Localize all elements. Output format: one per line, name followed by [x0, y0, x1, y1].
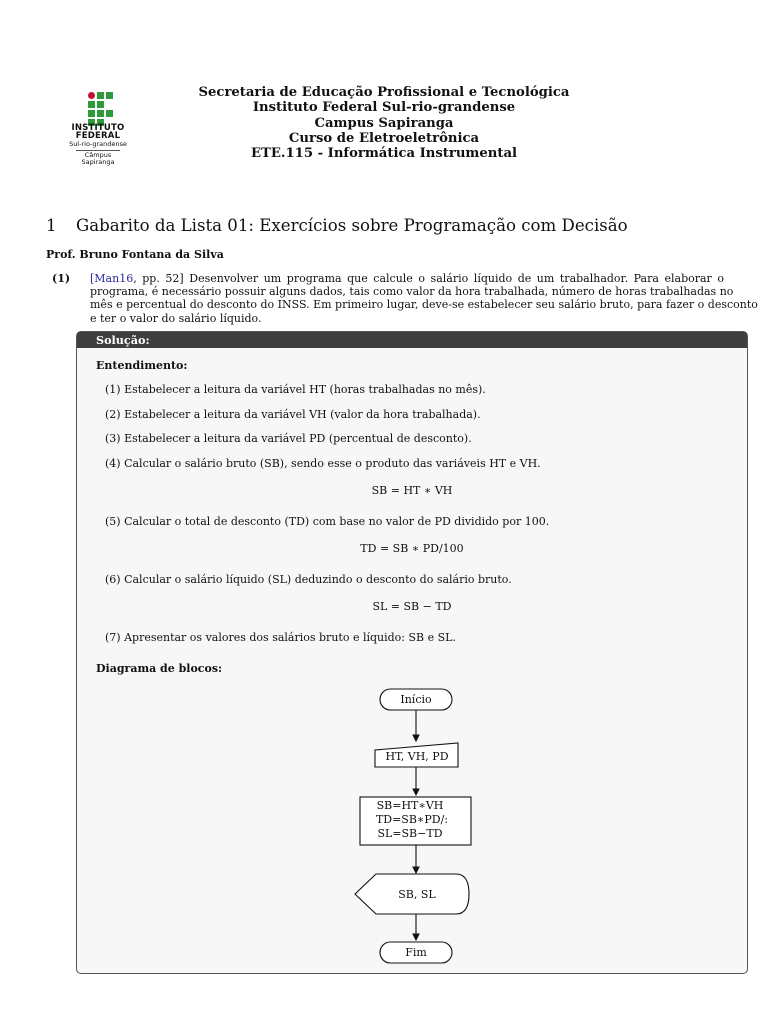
- flow-start-label: Início: [400, 693, 432, 706]
- flow-end-label: Fim: [405, 946, 427, 959]
- section-title: Gabarito da Lista 01: Exercícios sobre Programação com Decisão: [76, 216, 628, 235]
- statement-line: mês e percentual do desconto do INSS. Em primeiro lugar, deve-se estabelecer seu salário bruto, para fazer o desconto: [90, 298, 758, 312]
- statement-text: Desenvolver um programa que calcule o salário líquido de um trabalhador. Para elaborar o: [183, 272, 724, 285]
- exercise-number: (1): [52, 272, 71, 285]
- logo-region: Sul-rio-grandense: [69, 140, 127, 148]
- step-item: (3) Estabelecer a leitura da variável PD (percentual de desconto).: [105, 432, 472, 445]
- understanding-heading: Entendimento:: [96, 359, 188, 372]
- institute-logo: [66, 90, 130, 172]
- step-item: (2) Estabelecer a leitura da variável VH (valor da hora trabalhada).: [105, 408, 481, 421]
- section-heading: [46, 216, 628, 235]
- step-item: (7) Apresentar os valores dos salários bruto e líquido: SB e SL.: [105, 631, 456, 644]
- exercise-statement: [90, 272, 758, 325]
- equation-sb: SB = HT ∗ VH: [371, 484, 453, 497]
- header-line: Secretaria de Educação Profissional e Tecnológica: [198, 85, 570, 100]
- flow-input-label: HT, VH, PD: [385, 750, 449, 763]
- flow-process-line: TD=SB∗PD/:: [375, 813, 449, 826]
- citation-pages: , pp. 52]: [133, 272, 184, 285]
- statement-line: programa, é necessário possuir alguns dados, tais como valor da hora trabalhada, número de horas trabalhadas no: [90, 285, 734, 299]
- logo-campus-line1: Câmpus: [84, 151, 112, 159]
- header-line: ETE.115 - Informática Instrumental: [250, 146, 518, 162]
- logo-name-line2: FEDERAL: [75, 131, 121, 141]
- equation-td: TD = SB ∗ PD/100: [360, 542, 464, 555]
- solution-title: Solução:: [96, 333, 150, 347]
- header-line: Campus Sapiranga: [314, 115, 454, 131]
- diagram-heading: Diagrama de blocos:: [96, 662, 223, 675]
- logo-campus-line2: Sapiranga: [81, 158, 115, 166]
- logo-red-dot: [88, 92, 95, 99]
- block-diagram: [77, 332, 747, 973]
- header-line: Curso de Eletroeletrônica: [288, 130, 480, 146]
- step-item: (4) Calcular o salário bruto (SB), sendo esse o produto das variáveis HT e VH.: [105, 457, 541, 470]
- header-line: Instituto Federal Sul-rio-grandense: [252, 100, 516, 116]
- citation-link[interactable]: Man16: [94, 272, 134, 285]
- logo-name-line1: INSTITUTO: [71, 123, 125, 133]
- flow-process-line: SL=SB−TD: [377, 827, 443, 840]
- professor-name: Prof. Bruno Fontana da Silva: [46, 248, 224, 261]
- flow-output-label: SB, SL: [398, 888, 436, 901]
- equation-sl: SL = SB − TD: [372, 600, 452, 613]
- statement-line: e ter o valor do salário líquido.: [90, 311, 262, 325]
- step-item: (1) Estabelecer a leitura da variável HT (horas trabalhadas no mês).: [105, 383, 486, 396]
- section-number: 1: [46, 216, 57, 235]
- step-item: (5) Calcular o total de desconto (TD) com base no valor de PD dividido por 100.: [105, 515, 550, 528]
- statement-line: [90, 272, 724, 285]
- solution-box: [76, 331, 748, 974]
- document-header: [130, 85, 638, 161]
- citation-bracket: [: [90, 272, 95, 285]
- flow-process-line: SB=HT∗VH: [376, 799, 444, 812]
- step-item: (6) Calcular o salário líquido (SL) deduzindo o desconto do salário bruto.: [105, 573, 512, 586]
